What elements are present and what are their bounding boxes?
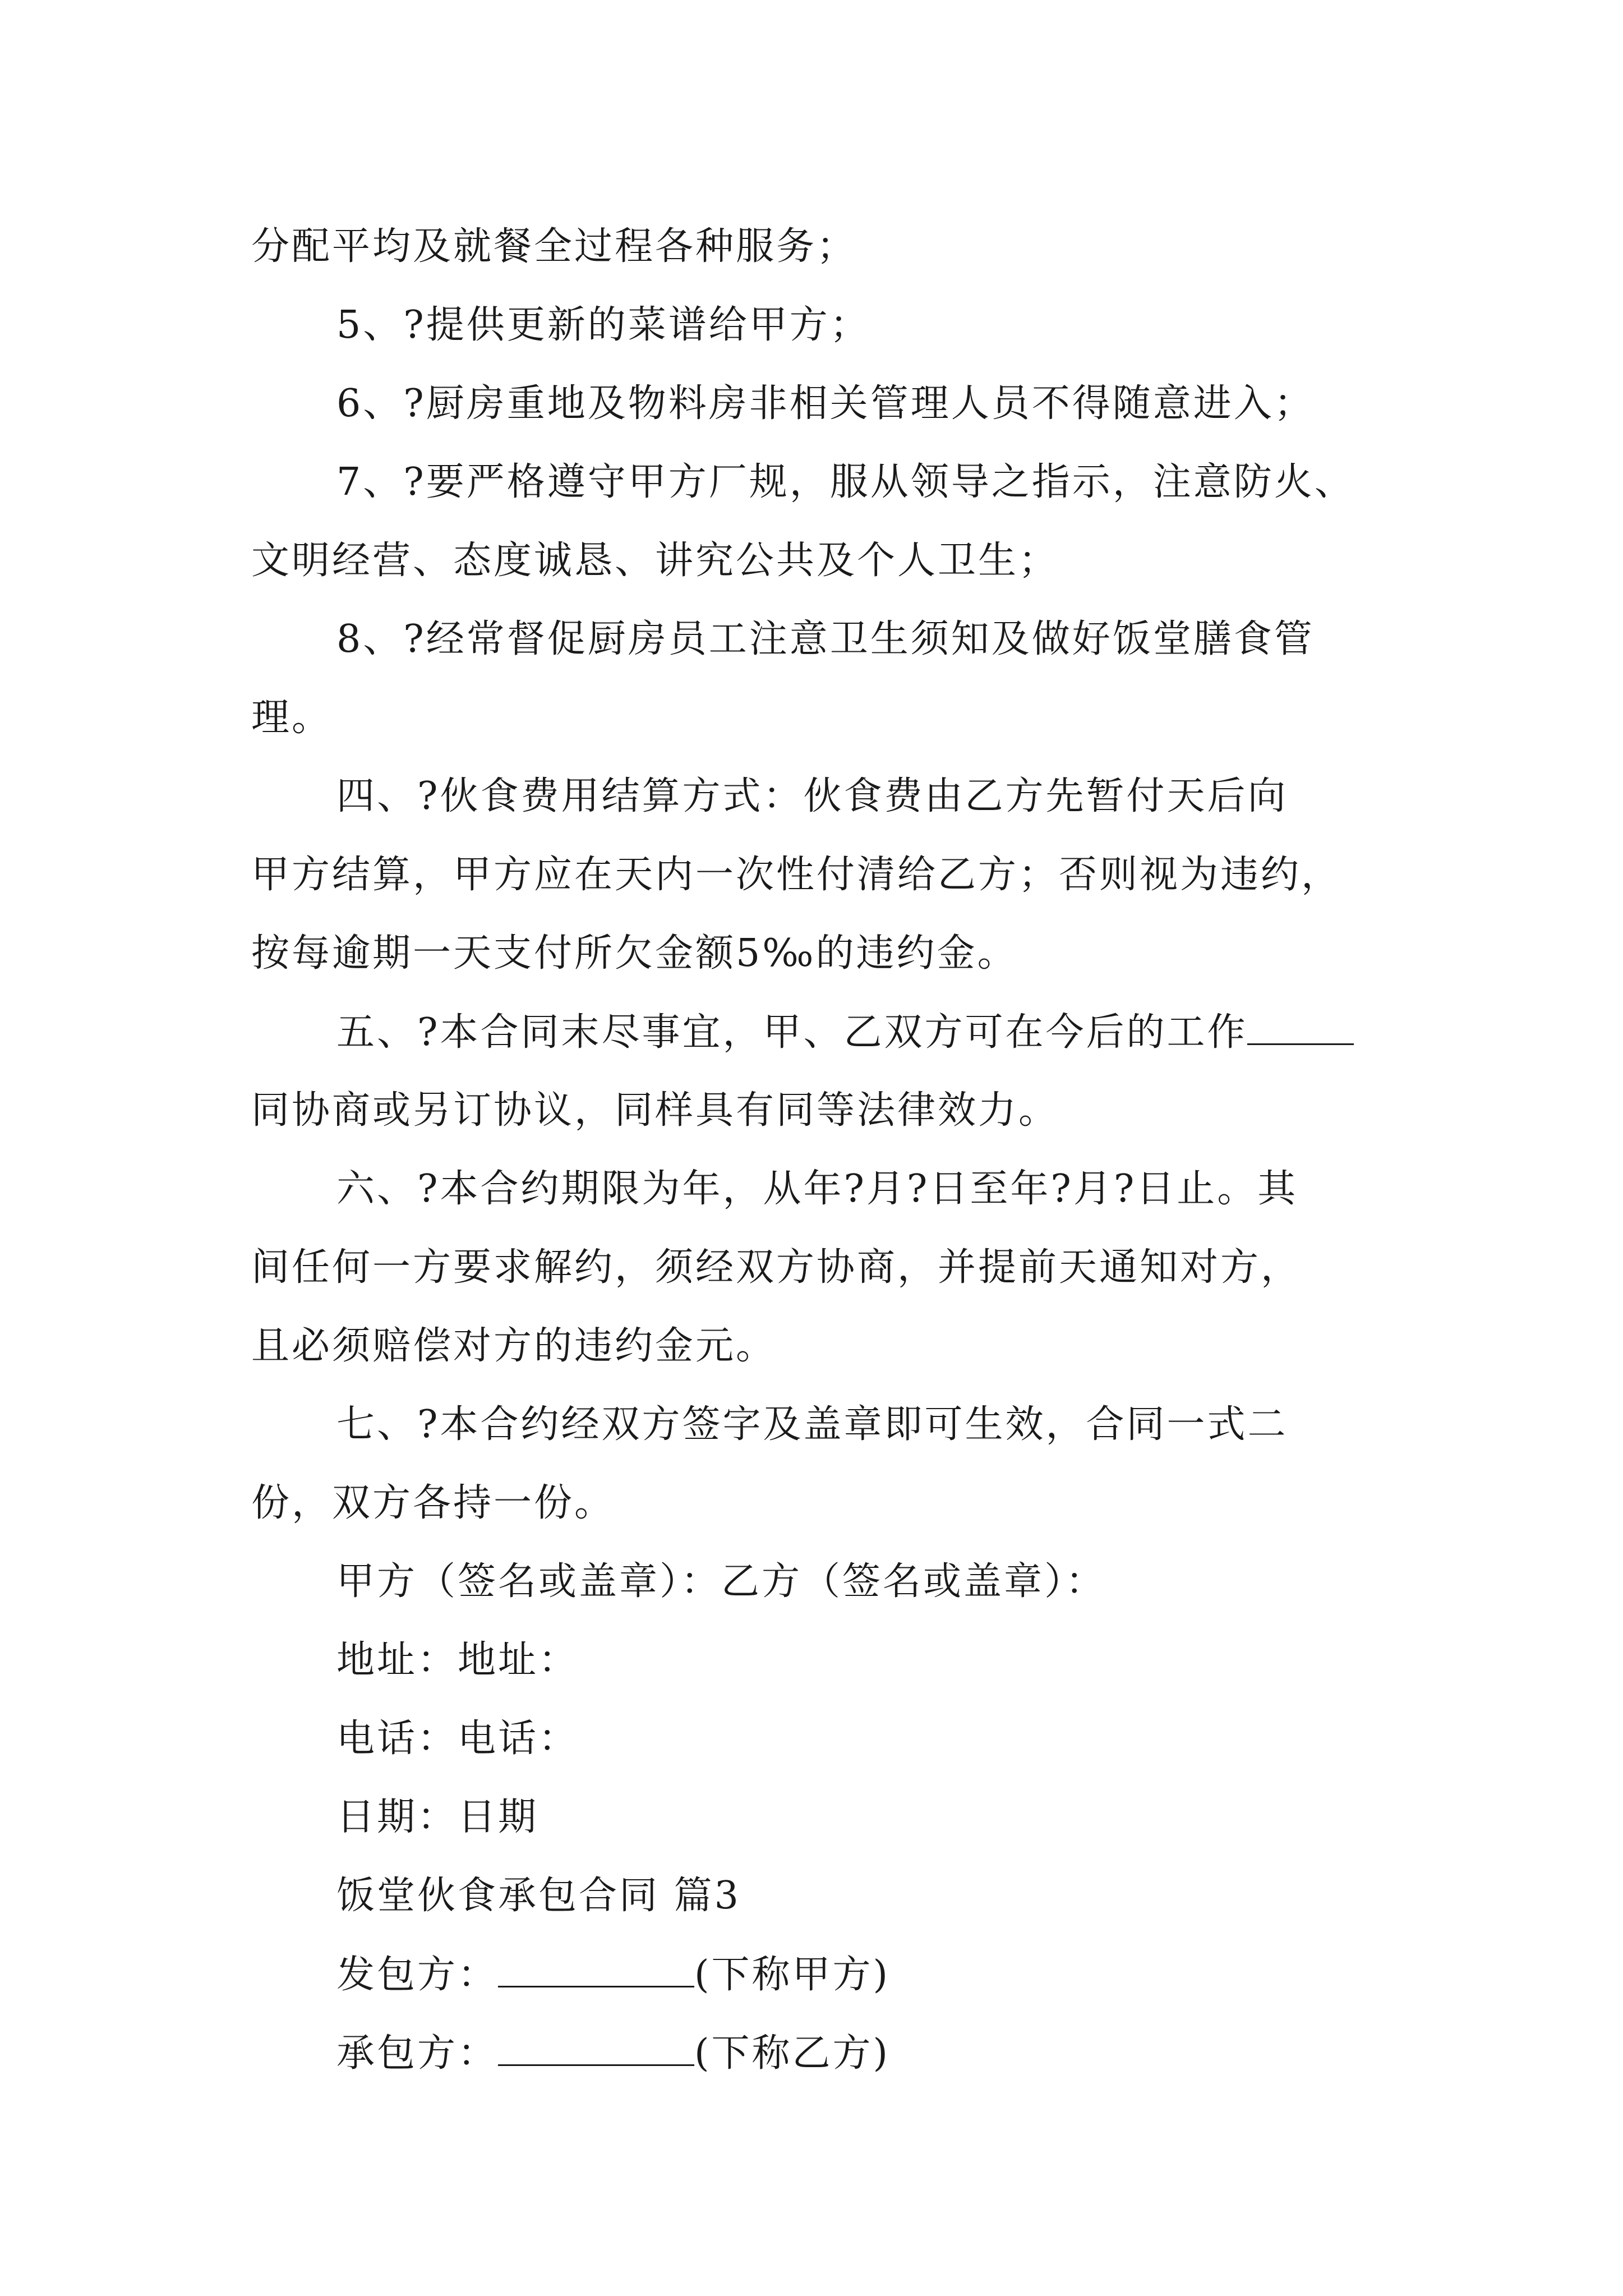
text-line: 甲方结算，甲方应在天内一次性付清给乙方；否则视为违约， bbox=[251, 853, 1342, 897]
party-a-suffix: (下称甲方) bbox=[694, 1953, 891, 1997]
party-b-label: 承包方： bbox=[336, 2031, 499, 2076]
text-line: 文明经营、态度诚恳、讲究公共及个人卫生； bbox=[251, 539, 1059, 583]
party-a-line bbox=[336, 1947, 890, 2003]
section-heading: 饭堂伙食承包合同 篇3 bbox=[336, 1874, 741, 1918]
fill-in-blank bbox=[1247, 1004, 1354, 1045]
signature-line: 甲方（签名或盖章）：乙方（签名或盖章）： bbox=[336, 1559, 1106, 1604]
text-line: 份，双方各持一份。 bbox=[251, 1481, 615, 1525]
party-b-line bbox=[336, 2025, 890, 2082]
text-line: 7、?要严格遵守甲方厂规，服从领导之指示，注意防火、 bbox=[336, 460, 1355, 504]
party-a-label: 发包方： bbox=[336, 1953, 499, 1997]
text-segment: 五、?本合同末尽事宜，甲、乙双方可在今后的工作 bbox=[336, 1010, 1248, 1055]
text-line: 间任何一方要求解约，须经双方协商，并提前天通知对方， bbox=[251, 1245, 1302, 1290]
party-a-blank bbox=[498, 1947, 694, 1987]
text-line: 6、?厨房重地及物料房非相关管理人员不得随意进入； bbox=[336, 381, 1315, 426]
text-line: 六、?本合约期限为年，从年?月?日至年?月?日止。其 bbox=[336, 1167, 1298, 1211]
text-line: 且必须赔偿对方的违约金元。 bbox=[251, 1324, 777, 1368]
text-line: 5、?提供更新的菜谱给甲方； bbox=[336, 303, 870, 347]
text-line: 分配平均及就餐全过程各种服务； bbox=[251, 224, 857, 269]
text-line: 按每逾期一天支付所欠金额5‰的违约金。 bbox=[251, 931, 1018, 976]
text-line: 七、?本合约经双方签字及盖章即可生效，合同一式二 bbox=[336, 1402, 1288, 1447]
text-line: 8、?经常督促厨房员工注意卫生须知及做好饭堂膳食管 bbox=[336, 617, 1315, 661]
text-line: 理。 bbox=[251, 696, 333, 740]
date-line: 日期：日期 bbox=[336, 1795, 539, 1839]
party-b-suffix: (下称乙方) bbox=[694, 2031, 891, 2076]
text-line: 同协商或另订协议，同样具有同等法律效力。 bbox=[251, 1088, 1059, 1133]
text-line: 四、?伙食费用结算方式：伙食费由乙方先暂付天后向 bbox=[336, 774, 1288, 818]
address-line: 地址：地址： bbox=[336, 1638, 579, 1682]
text-line-with-blank bbox=[336, 1004, 1354, 1061]
party-b-blank bbox=[498, 2025, 694, 2066]
phone-line: 电话：电话： bbox=[336, 1717, 579, 1761]
